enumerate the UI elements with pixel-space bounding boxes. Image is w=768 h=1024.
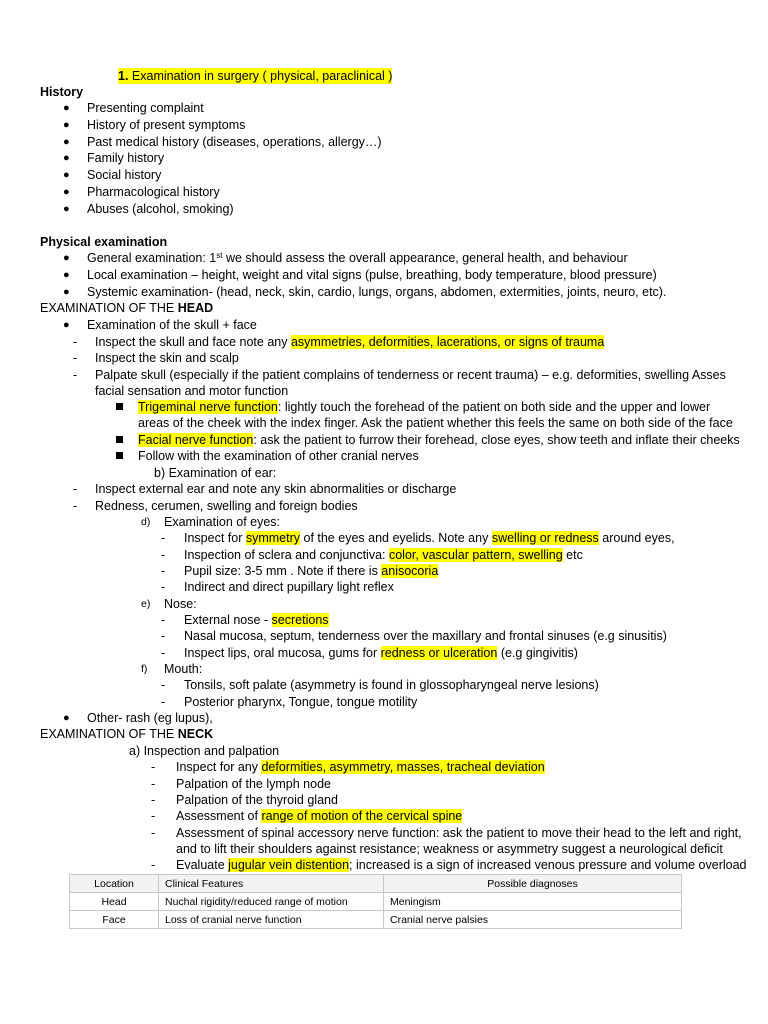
list-item: Posterior pharynx, Tongue, tongue motility	[184, 695, 418, 709]
bullet-icon: ●	[63, 203, 70, 215]
list-item: Other- rash (eg lupus),	[87, 711, 213, 725]
mouth-heading: Mouth:	[164, 662, 203, 676]
table-cell: Cranial nerve palsies	[384, 911, 682, 929]
bullet-icon: ●	[63, 319, 70, 331]
dash-icon: -	[161, 646, 166, 660]
list-item: Assessment of spinal accessory nerve function: ask the patient to move their head to the left and right,	[176, 826, 742, 840]
eyes-heading: Examination of eyes:	[164, 515, 281, 529]
neck-heading: EXAMINATION OF THE NECK	[40, 727, 214, 741]
dash-icon: -	[161, 531, 166, 545]
table-header-row	[70, 875, 682, 893]
list-item: Local examination – height, weight and vital signs (pulse, breathing, body temperature, blood pressure)	[87, 268, 657, 282]
list-item: External nose - secretions	[184, 613, 329, 627]
dash-icon: -	[161, 613, 166, 627]
bullet-icon: ●	[63, 712, 70, 724]
dash-icon: -	[161, 564, 166, 578]
list-item: Tonsils, soft palate (asymmetry is found in glossopharyngeal nerve lesions)	[184, 678, 599, 692]
bullet-icon: ●	[63, 102, 70, 114]
list-item: General examination: 1st we should assess the overall appearance, general health, and behaviour	[87, 251, 628, 265]
dash-icon: -	[73, 351, 78, 365]
list-item: Abuses (alcohol, smoking)	[87, 202, 234, 216]
dash-icon: -	[73, 482, 78, 496]
dash-icon: -	[151, 777, 156, 791]
page-title: 1. Examination in surgery ( physical, paraclinical )	[118, 69, 393, 83]
list-item: Inspect external ear and note any skin abnormalities or discharge	[95, 482, 457, 496]
list-item: Inspect the skin and scalp	[95, 351, 239, 365]
dash-icon: -	[151, 793, 156, 807]
square-bullet-icon	[116, 452, 123, 459]
list-item: Pharmacological history	[87, 185, 220, 199]
list-item: Inspect for symmetry of the eyes and eyelids. Note any swelling or redness around eyes,	[184, 531, 675, 545]
list-item: Evaluate jugular vein distention; increased is a sign of increased venous pressure and volume overload	[176, 858, 747, 872]
list-item: Redness, cerumen, swelling and foreign bodies	[95, 499, 358, 513]
list-item: Presenting complaint	[87, 101, 204, 115]
dash-icon: -	[161, 580, 166, 594]
list-item: Social history	[87, 168, 162, 182]
list-item: Past medical history (diseases, operations, allergy…)	[87, 135, 382, 149]
list-item: Family history	[87, 151, 165, 165]
dash-icon: -	[151, 858, 156, 872]
neck-subheading: a) Inspection and palpation	[129, 744, 280, 758]
list-item: History of present symptoms	[87, 118, 246, 132]
list-item: Palpate skull (especially if the patient complains of tenderness or recent trauma) – e.g. deformities, swelling Asses	[95, 368, 726, 382]
dash-icon: -	[151, 809, 156, 823]
table-cell: Loss of cranial nerve function	[159, 911, 384, 929]
square-bullet-icon	[116, 436, 123, 443]
bullet-icon: ●	[63, 252, 70, 264]
list-item-continued: facial sensation and motor function	[95, 384, 289, 398]
dash-icon: -	[73, 335, 78, 349]
list-marker: d)	[141, 516, 151, 528]
dash-icon: -	[151, 826, 156, 840]
list-item-continued: areas of the cheek with the index finger. Ask the patient whether this feels the same on both side of the face	[138, 416, 733, 430]
dash-icon: -	[161, 548, 166, 562]
table-row	[70, 911, 682, 929]
list-item: Inspect the skull and face note any asymmetries, deformities, lacerations, or signs of trauma	[95, 335, 605, 349]
table-cell: Nuchal rigidity/reduced range of motion	[159, 893, 384, 911]
physical-heading: Physical examination	[40, 235, 168, 249]
bullet-icon: ●	[63, 152, 70, 164]
list-item: Inspection of sclera and conjunctiva: color, vascular pattern, swelling etc	[184, 548, 583, 562]
bullet-icon: ●	[63, 136, 70, 148]
list-item: Examination of the skull + face	[87, 318, 257, 332]
nose-heading: Nose:	[164, 597, 197, 611]
bullet-icon: ●	[63, 169, 70, 181]
dash-icon: -	[151, 760, 156, 774]
list-item: Inspect lips, oral mucosa, gums for redness or ulceration (e.g gingivitis)	[184, 646, 578, 660]
diagnosis-table	[69, 874, 682, 929]
table-cell: Meningism	[384, 893, 682, 911]
table-cell: Face	[70, 911, 159, 929]
dash-icon: -	[73, 368, 78, 382]
list-marker: e)	[141, 598, 151, 610]
table-cell: Head	[70, 893, 159, 911]
dash-icon: -	[161, 629, 166, 643]
ear-heading: b) Examination of ear:	[154, 466, 277, 480]
dash-icon: -	[161, 678, 166, 692]
dash-icon: -	[161, 695, 166, 709]
history-heading: History	[40, 85, 84, 99]
list-item: Assessment of range of motion of the cervical spine	[176, 809, 463, 823]
list-item: Inspect for any deformities, asymmetry, masses, tracheal deviation	[176, 760, 545, 774]
table-header-cell: Location	[70, 875, 159, 893]
list-item: Pupil size: 3-5 mm . Note if there is anisocoria	[184, 564, 439, 578]
dash-icon: -	[73, 499, 78, 513]
list-item: Follow with the examination of other cranial nerves	[138, 449, 419, 463]
table-row	[70, 893, 682, 911]
bullet-icon: ●	[63, 286, 70, 298]
square-bullet-icon	[116, 403, 123, 410]
list-marker: f)	[141, 663, 148, 675]
list-item: Systemic examination- (head, neck, skin, cardio, lungs, organs, abdomen, extermities, joints, neuro, etc).	[87, 285, 667, 299]
bullet-icon: ●	[63, 119, 70, 131]
bullet-icon: ●	[63, 186, 70, 198]
list-item-continued: and to lift their shoulders against resistance; weakness or asymmetry suggest a neurological deficit	[176, 842, 723, 856]
list-item: Nasal mucosa, septum, tenderness over the maxillary and frontal sinuses (e.g sinusitis)	[184, 629, 667, 643]
bullet-icon: ●	[63, 269, 70, 281]
list-item: Facial nerve function: ask the patient to furrow their forehead, close eyes, show teeth and inflate their cheeks	[138, 433, 740, 447]
table-header-cell: Possible diagnoses	[384, 875, 682, 893]
table-header-cell: Clinical Features	[159, 875, 384, 893]
head-heading: EXAMINATION OF THE HEAD	[40, 301, 214, 315]
list-item: Trigeminal nerve function: lightly touch the forehead of the patient on both side and the upper and lower	[138, 400, 711, 414]
